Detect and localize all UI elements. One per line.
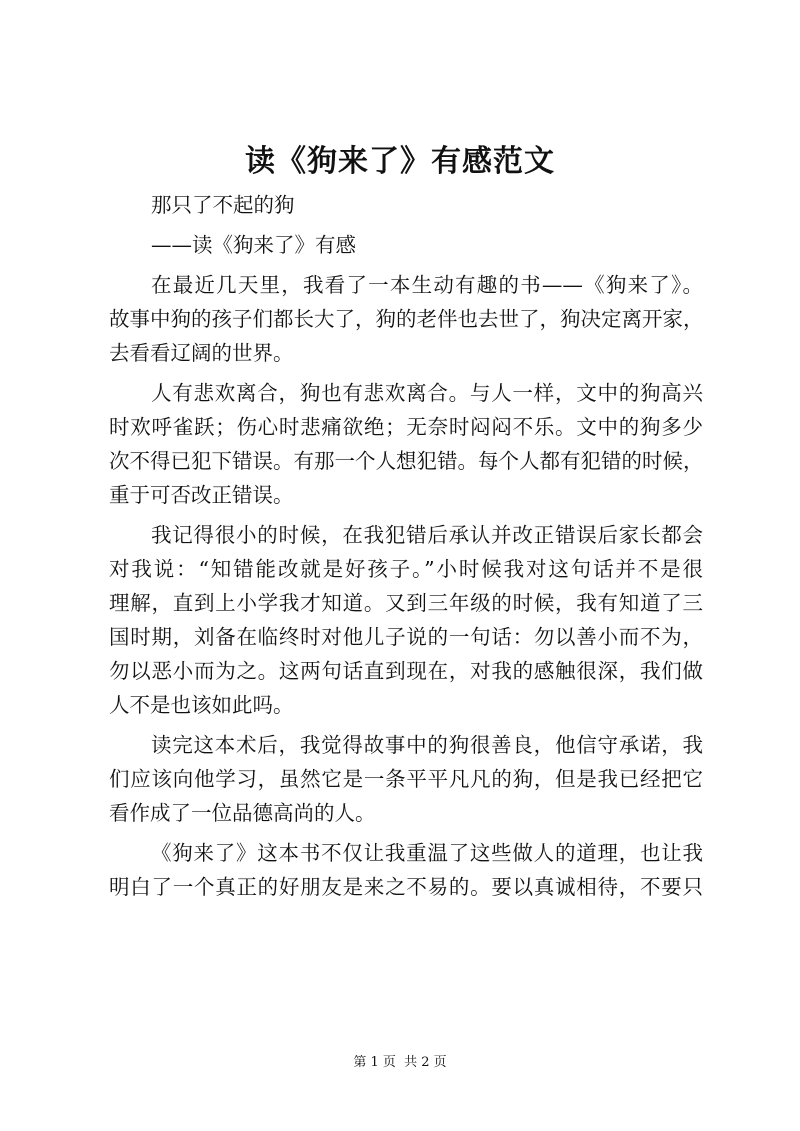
- paragraph-line: 人不是也该如此吗。: [109, 693, 294, 717]
- page-number: 第 1 页: [353, 1055, 396, 1070]
- paragraph-line: 读完这本术后，我觉得故事中的狗很善良，他信守承诺，我: [151, 733, 703, 757]
- paragraph-line: 看作成了一位品德高尚的人。: [109, 801, 376, 825]
- paragraph-line: 理解，直到上小学我才知道。又到三年级的时候，我有知道了三: [109, 591, 703, 615]
- paragraph-line: 我记得很小的时候，在我犯错后承认并改正错误后家长都会: [151, 523, 703, 547]
- page-total: 共 2 页: [404, 1055, 447, 1070]
- paragraph-4: [109, 728, 703, 830]
- paragraph-line: 国时期，刘备在临终时对他儿子说的一句话：勿以善小而不为，: [109, 625, 703, 649]
- paragraph-line: 去看看辽阔的世界。: [109, 341, 294, 365]
- subtitle: 那只了不起的狗: [151, 193, 295, 217]
- paragraph-line: 在最近几天里，我看了一本生动有趣的书——《狗来了》。: [151, 273, 703, 297]
- paragraph-line: 次不得已犯下错误。有那一个人想犯错。每个人都有犯错的时候，: [109, 449, 704, 473]
- paragraph-line: 勿以恶小而为之。这两句话直到现在，对我的感触很深，我们做: [109, 659, 703, 683]
- byline: ——读《狗来了》有感: [151, 233, 356, 257]
- paragraph-1: [109, 268, 703, 370]
- paragraph-2: [109, 376, 703, 512]
- paragraph-3: [109, 518, 703, 722]
- paragraph-line: 时欢呼雀跃；伤心时悲痛欲绝；无奈时闷闷不乐。文中的狗多少: [109, 415, 703, 439]
- document-title: 读《狗来了》有感范文: [245, 144, 555, 179]
- paragraph-line: 们应该向他学习，虽然它是一条平平凡凡的狗，但是我已经把它: [109, 767, 703, 791]
- paragraph-line: 重于可否改正错误。: [109, 483, 294, 507]
- paragraph-line: 明白了一个真正的好朋友是来之不易的。要以真诚相待，不要只: [109, 875, 703, 899]
- paragraph-line: 人有悲欢离合，狗也有悲欢离合。与人一样，文中的狗高兴: [151, 381, 703, 405]
- document-body: [109, 188, 703, 904]
- paragraph-line: 《狗来了》这本书不仅让我重温了这些做人的道理，也让我: [151, 841, 703, 865]
- paragraph-5: [109, 836, 703, 904]
- paragraph-line: 故事中狗的孩子们都长大了，狗的老伴也去世了，狗决定离开家，: [109, 307, 704, 331]
- paragraph-line: 对我说：“知错能改就是好孩子。”小时候我对这句话并不是很: [109, 557, 703, 581]
- page-footer: [0, 1054, 800, 1072]
